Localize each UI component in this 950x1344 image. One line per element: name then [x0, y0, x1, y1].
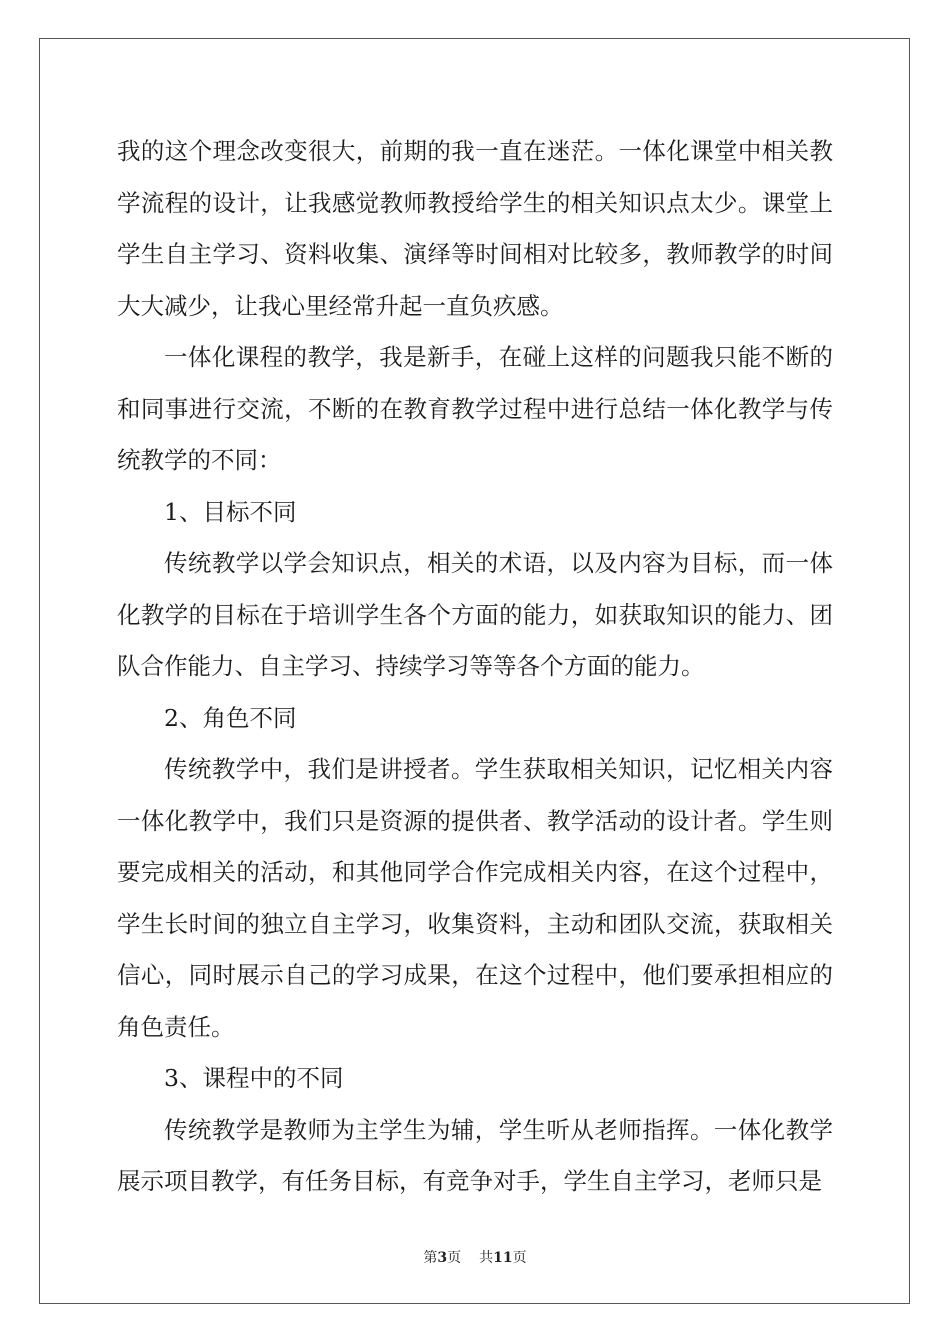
paragraph-roles: 传统教学中，我们是讲授者。学生获取相关知识，记忆相关内容一体化教学中，我们只是资源的提供者、教学活动的设计者。学生则要完成相关的活动，和其他同学合作完成相关内容，在这个过程中，学生长时间的独立自主学习，收集资料，主动和团队交流，获取相关信心，同时展示自己的学习成果，在这个过程中，他们要承担相应的角色责任。: [117, 755, 833, 1041]
paragraph-1: 我的这个理念改变很大，前期的我一直在迷茫。一体化课堂中相关教学流程的设计，让我感觉教师教授给学生的相关知识点太少。课堂上学生自主学习、资料收集、演绎等时间相对比较多，教师教学的时间大大减少，让我心里经常升起一直负疚感。: [117, 137, 833, 320]
footer-total-prefix: 共: [479, 1250, 494, 1266]
footer-page-prefix: 第: [423, 1250, 438, 1266]
footer-page-unit: 页: [447, 1250, 462, 1266]
section-heading-goals: 1、目标不同: [164, 497, 297, 526]
section-heading-course: 3、课程中的不同: [164, 1064, 344, 1092]
page-footer: [0, 1248, 950, 1268]
paragraph-2: 一体化课程的教学，我是新手，在碰上这样的问题我只能不断的和同事进行交流，不断的在教育教学过程中进行总结一体化教学与传统教学的不同：: [117, 343, 833, 474]
footer-page-current: 3: [437, 1250, 448, 1266]
section-heading-roles: 2、角色不同: [164, 703, 297, 732]
document-body: [117, 126, 833, 1208]
footer-page-total: 11: [493, 1250, 513, 1266]
paragraph-course: 传统教学是教师为主学生为辅，学生听从老师指挥。一体化教学展示项目教学，有任务目标，有竞争对手，学生自主学习，老师只是: [117, 1115, 833, 1195]
paragraph-goals: 传统教学以学会知识点，相关的术语，以及内容为目标，而一体化教学的目标在于培训学生各个方面的能力，如获取知识的能力、团队合作能力、自主学习、持续学习等等各个方面的能力。: [117, 549, 833, 680]
footer-total-unit: 页: [512, 1250, 527, 1266]
